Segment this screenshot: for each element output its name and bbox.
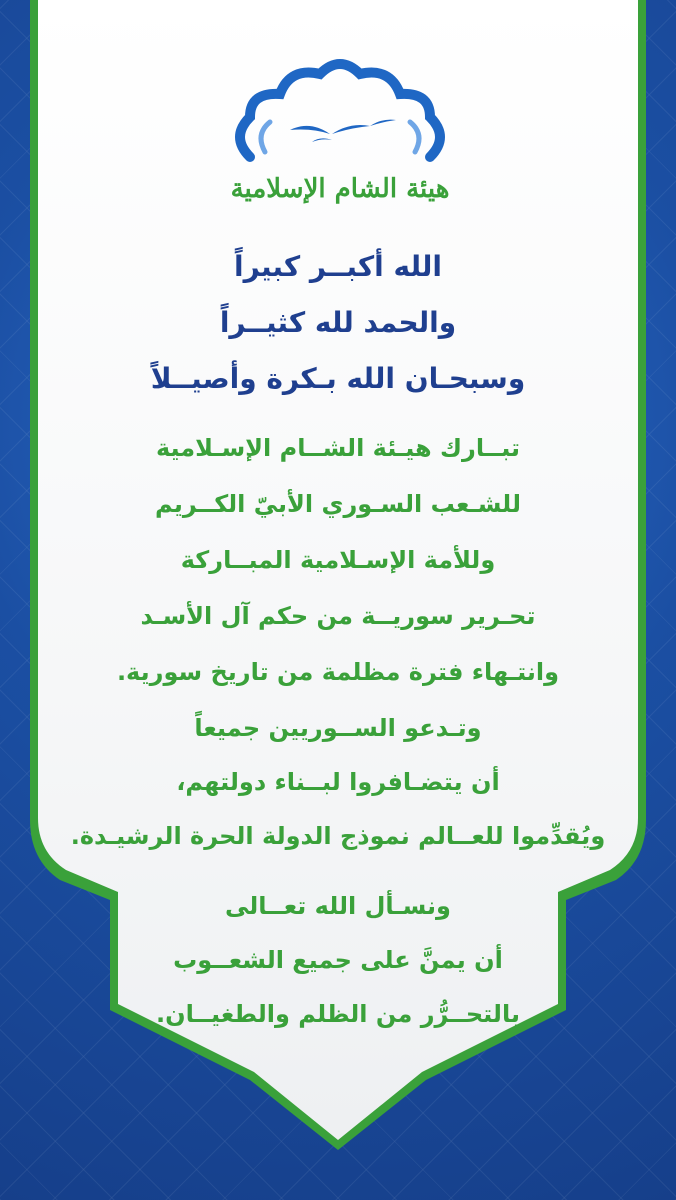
closing-line-2: أن يمنَّ على جميع الشعــوب	[173, 946, 503, 974]
header-line-3: وسبحـان الله بـكرة وأصيــلاً	[150, 362, 526, 395]
body-line-7: أن يتضـافروا لبــناء دولتهم،	[176, 768, 500, 796]
organization-logo	[220, 52, 460, 212]
closing-line-1: ونسـأل الله تعــالى	[225, 892, 451, 920]
logo-text: هيئة الشام الإسلامية	[230, 174, 450, 204]
closing-line-3: بالتحــرُّر من الظلم والطغيــان.	[156, 1000, 520, 1028]
birds-icon	[290, 120, 396, 142]
body-line-2: للشـعب السـوري الأبيّ الكــريم	[155, 490, 521, 518]
body-line-5: وانتـهاء فترة مظلمة من تاريخ سورية.	[116, 658, 560, 686]
body-line-4: تحـرير سوريــة من حكم آل الأسـد	[140, 602, 536, 630]
dome-outline-icon	[240, 64, 440, 157]
body-line-1: تبــارك هيـئة الشــام الإسـلامية	[155, 434, 521, 462]
body-line-8: ويُقدِّموا للعــالم نموذج الدولة الحرة الرشيـدة.	[70, 822, 606, 850]
header-line-1: الله أكبــر كبيراً	[233, 250, 443, 283]
body-line-6: وتـدعو الســوريين جميعاً	[194, 714, 482, 742]
header-line-2: والحمد لله كثيــراً	[219, 306, 457, 339]
body-line-3: وللأمة الإسـلامية المبــاركة	[180, 546, 496, 574]
